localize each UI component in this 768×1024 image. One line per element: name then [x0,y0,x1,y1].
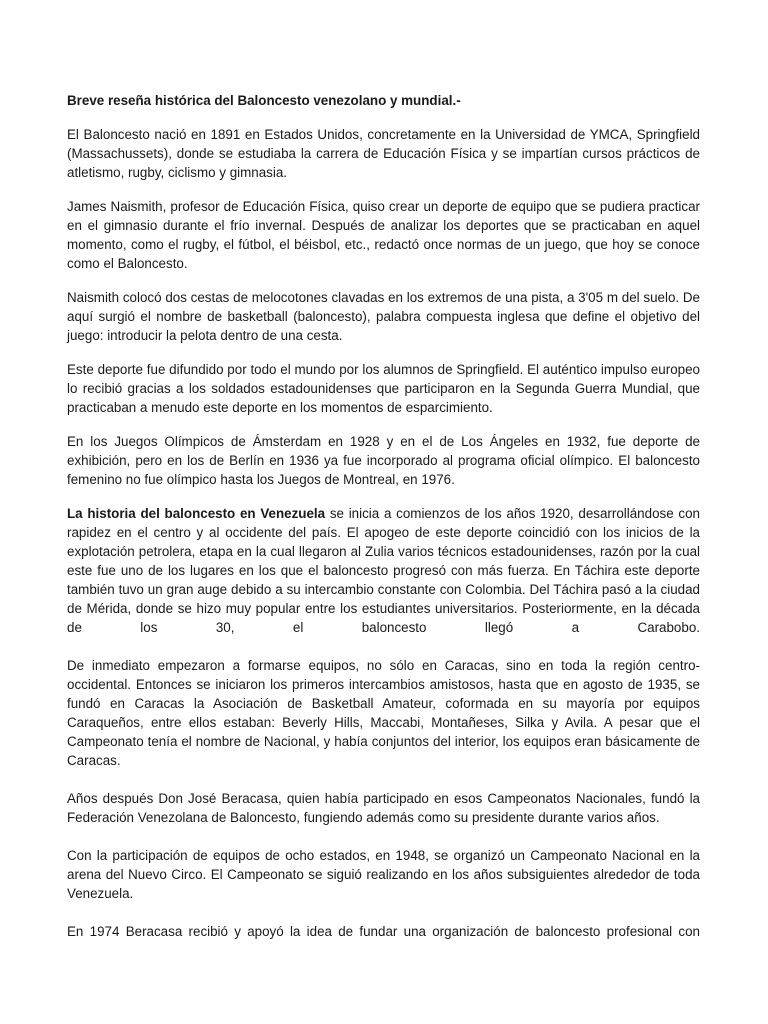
paragraph-national-championship: Con la participación de equipos de ocho estados, en 1948, se organizó un Campeonato Nacional en la arena del Nuevo Circo. El Campeonato se siguió realizando en los años subsiguientes alrededor de toda Venezuela. [67,848,700,901]
paragraph-beracasa: Años después Don José Beracasa, quien había participado en esos Campeonatos Nacionales, fundó la Federación Venezolana de Baloncesto, fungiendo además como su presidente durante varios años. [67,791,700,825]
paragraph-1974: En 1974 Beracasa recibió y apoyó la idea de fundar una organización de baloncesto profesional con [67,924,700,939]
paragraph-origins: El Baloncesto nació en 1891 en Estados Unidos, concretamente en la Universidad de YMCA, Springfield (Massachussets), donde se estudiaba la carrera de Educación Física y se impartían cursos prácticos de atletismo, rugby, ciclismo y gimnasia. [67,127,700,180]
document-title: Breve reseña histórica del Baloncesto venezolano y mundial.- [67,93,461,108]
venezuela-history-text: se inicia a comienzos de los años 1920, desarrollándose con rapidez en el centro y al occidente del país. El apogeo de este deporte coincidió con los inicios de la explotación petrolera, etapa en la cual llegaron al Zulia varios técnicos estadounidenses, razón por la cual este fue uno de los lugares en los que el baloncesto progresó con más fuerza. En Táchira este deporte también tuvo un gran auge debido a su intercambio constante con Colombia. Del Táchira pasó a la ciudad de Mérida, donde se hizo muy popular entre los estudiantes universitarios. Posteriormente, en la década de los 30, el baloncesto llegó a Carabobo. [67,506,700,635]
paragraph-first-teams: De inmediato empezaron a formarse equipos, no sólo en Caracas, sino en toda la región centro-occidental. Entonces se iniciaron los primeros intercambios amistosos, hasta que en agosto de 1935, se fundó en Caracas la Asociación de Basketball Amateur, coformada en su mayoría por equipos Caraqueños, entre ellos estaban: Beverly Hills, Maccabi, Montañeses, Silka y Avila. A pesar que el Campeonato tenía el nombre de Nacional, y había conjuntos del interior, los equipos eran básicamente de Caracas. [67,658,700,768]
paragraph-naismith: James Naismith, profesor de Educación Física, quiso crear un deporte de equipo que se pudiera practicar en el gimnasio durante el frío invernal. Después de analizar los deportes que se practicaban en aquel momento, como el rugby, el fútbol, el béisbol, etc., redactó once normas de un juego, que hoy se conoce como el Baloncesto. [67,199,700,271]
paragraph-spread: Este deporte fue difundido por todo el mundo por los alumnos de Springfield. El auténtico impulso europeo lo recibió gracias a los soldados estadounidenses que participaron en la Segunda Guerra Mundial, que practicaban a menudo este deporte en los momentos de esparcimiento. [67,362,700,415]
paragraph-olympics: En los Juegos Olímpicos de Ámsterdam en 1928 y en el de Los Ángeles en 1932, fue deporte de exhibición, pero en los de Berlín en 1936 ya fue incorporado al programa oficial olímpico. El baloncesto femenino no fue olímpico hasta los Juegos de Montreal, en 1976. [67,434,700,487]
paragraph-venezuela-history [67,504,700,637]
venezuela-history-heading: La historia del baloncesto en Venezuela [67,506,326,521]
paragraph-peach-baskets: Naismith colocó dos cestas de melocotones clavadas en los extremos de una pista, a 3'05 m del suelo. De aquí surgió el nombre de basketball (baloncesto), palabra compuesta inglesa que define el objetivo del juego: introducir la pelota dentro de una cesta. [67,290,700,343]
